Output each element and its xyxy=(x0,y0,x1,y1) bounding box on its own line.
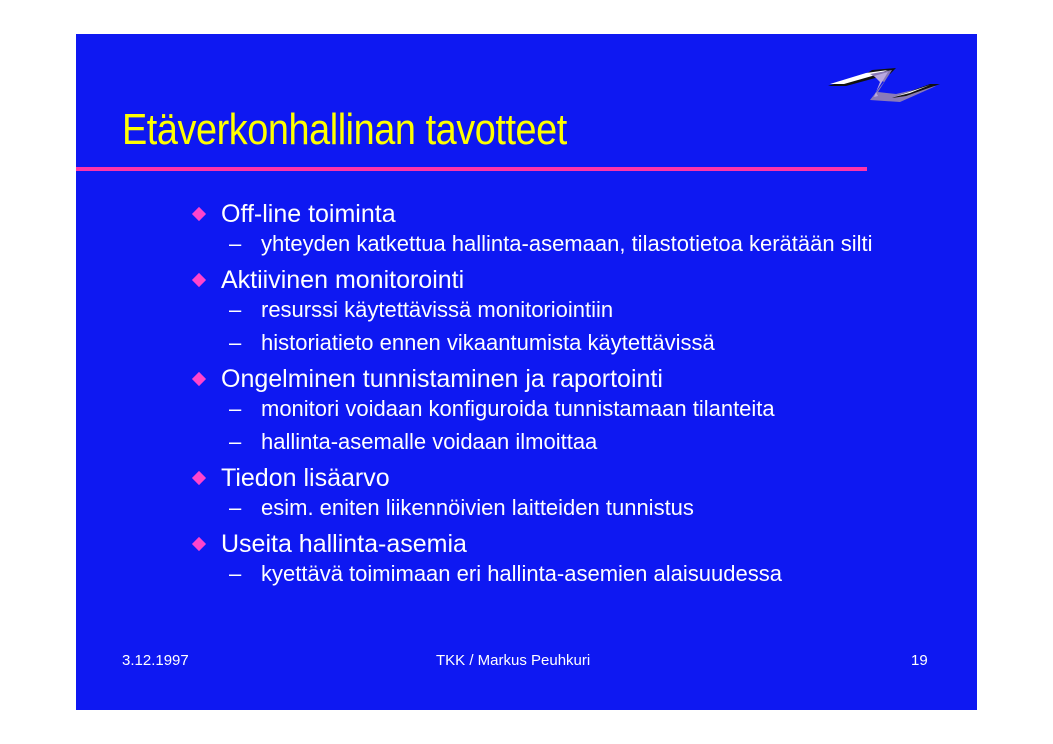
sub-text: hallinta-asemalle voidaan ilmoittaa xyxy=(261,429,598,454)
diamond-bullet-icon xyxy=(192,537,206,551)
dash-bullet: – xyxy=(229,561,242,586)
footer-page-number: 19 xyxy=(911,652,928,669)
slide xyxy=(76,34,977,710)
sub-list xyxy=(221,297,950,355)
sub-item xyxy=(221,495,950,520)
footer-author: TKK / Markus Peuhkuri xyxy=(436,652,591,669)
slide-title: Etäverkonhallinan tavotteet xyxy=(122,105,567,154)
title-underline xyxy=(76,167,867,171)
sub-text: esim. eniten liikennöivien laitteiden tunnistus xyxy=(261,495,694,520)
footer-date: 3.12.1997 xyxy=(122,652,189,669)
sub-item xyxy=(221,561,950,586)
sub-item xyxy=(221,231,950,256)
diamond-bullet-icon xyxy=(192,273,206,287)
sub-list xyxy=(221,231,950,256)
dash-bullet: – xyxy=(229,396,242,421)
bullet-list xyxy=(190,198,950,594)
bullet-item xyxy=(190,264,950,355)
sub-text: resurssi käytettävissä monitoriointiin xyxy=(261,297,614,322)
bullet-item xyxy=(190,462,950,520)
dash-bullet: – xyxy=(229,330,242,355)
bullet-item xyxy=(190,528,950,586)
bullet-text: Off-line toiminta xyxy=(221,200,396,228)
bullet-text: Useita hallinta-asemia xyxy=(221,530,467,558)
bullet-text: Ongelminen tunnistaminen ja raportointi xyxy=(221,365,663,393)
sub-text: historiatieto ennen vikaantumista käytettävissä xyxy=(261,330,715,355)
sub-text: kyettävä toimimaan eri hallinta-asemien alaisuudessa xyxy=(261,561,782,586)
sub-list xyxy=(221,495,950,520)
sub-item xyxy=(221,297,950,322)
sub-item xyxy=(221,330,950,355)
bullet-item xyxy=(190,198,950,256)
dash-bullet: – xyxy=(229,231,242,256)
bullet-item xyxy=(190,363,950,454)
dash-bullet: – xyxy=(229,429,242,454)
sub-list xyxy=(221,396,950,454)
sub-list xyxy=(221,561,950,586)
bullet-text: Aktiivinen monitorointi xyxy=(221,266,465,294)
tkk-lightning-logo-icon xyxy=(826,64,942,108)
diamond-bullet-icon xyxy=(192,207,206,221)
sub-text: yhteyden katkettua hallinta-asemaan, tilastotietoa kerätään silti xyxy=(261,231,873,256)
sub-text: monitori voidaan konfiguroida tunnistamaan tilanteita xyxy=(261,396,775,421)
sub-item xyxy=(221,429,950,454)
diamond-bullet-icon xyxy=(192,372,206,386)
dash-bullet: – xyxy=(229,495,242,520)
dash-bullet: – xyxy=(229,297,242,322)
sub-item xyxy=(221,396,950,421)
bullet-text: Tiedon lisäarvo xyxy=(221,464,390,492)
diamond-bullet-icon xyxy=(192,471,206,485)
